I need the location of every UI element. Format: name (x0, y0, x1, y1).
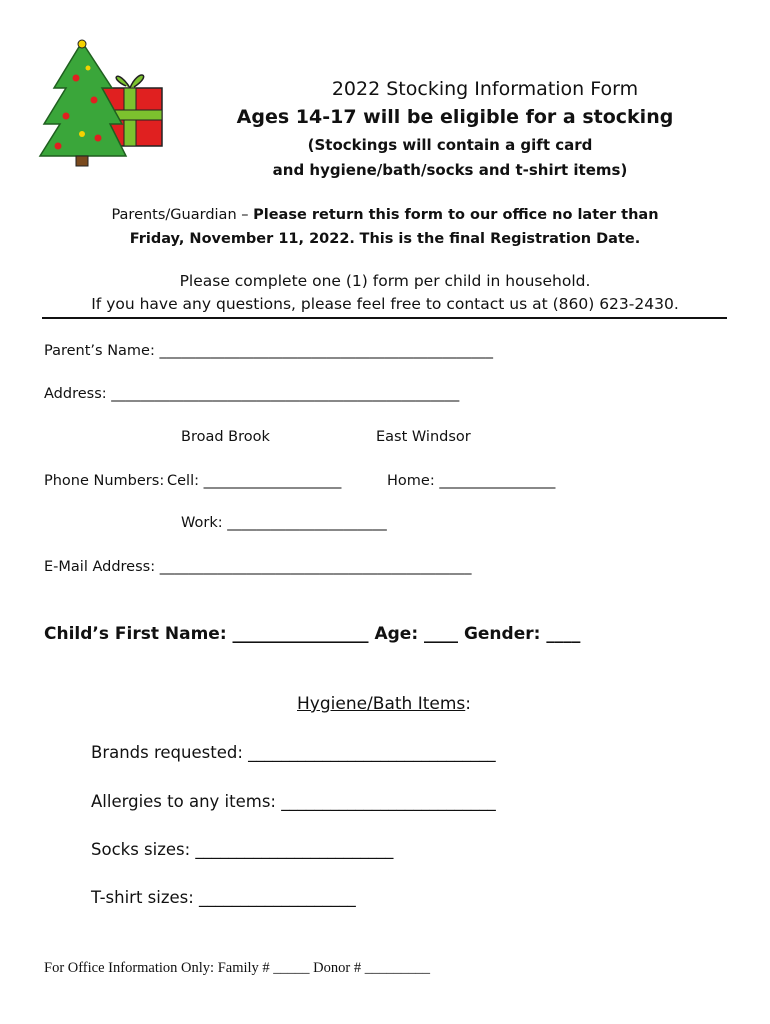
socks-sizes-field[interactable]: Socks sizes: ________________________ (91, 840, 394, 859)
phone-numbers-label: Phone Numbers: (44, 473, 165, 489)
christmas-tree-gift-icon (38, 38, 168, 168)
town-option-broad-brook: Broad Brook (181, 429, 270, 445)
cell-phone-field[interactable]: Cell: ___________________ (167, 473, 342, 489)
notice-date: Friday, November 11, 2022. (129, 231, 355, 247)
return-notice-line-2 (0, 231, 770, 247)
home-phone-field[interactable]: Home: ________________ (387, 473, 556, 489)
child-info-field[interactable]: Child’s First Name: ________________ Age: ____ Gender: ____ (44, 624, 581, 644)
stocking-contents-line-2: and hygiene/bath/socks and t-shirt items) (272, 161, 628, 179)
form-title: 2022 Stocking Information Form (331, 78, 639, 100)
instruction-line-1: Please complete one (1) form per child in household. (179, 272, 591, 290)
hygiene-heading-text: Hygiene/Bath Items (297, 694, 466, 714)
address-field[interactable]: Address: ________________________________________________ (44, 386, 460, 402)
header-divider (42, 317, 727, 319)
parent-name-field[interactable]: Parent’s Name: ______________________________________________ (44, 343, 493, 359)
notice-final-date-text: This is the final Registration Date. (359, 231, 641, 247)
notice-prefix: Parents/Guardian – (111, 207, 249, 223)
eligibility-heading: Ages 14-17 will be eligible for a stocking (236, 106, 674, 128)
allergies-field[interactable]: Allergies to any items: __________________________ (91, 792, 496, 811)
hygiene-heading (297, 694, 471, 714)
stocking-contents-line-1: (Stockings will contain a gift card (307, 136, 593, 154)
office-use-line: For Office Information Only: Family # _____ Donor # _________ (44, 960, 430, 976)
notice-deadline-text: Please return this form to our office no later than (253, 207, 659, 223)
return-notice-line-1 (0, 207, 770, 223)
hygiene-heading-colon: : (465, 694, 471, 714)
email-field[interactable]: E-Mail Address: ___________________________________________ (44, 559, 472, 575)
tshirt-sizes-field[interactable]: T-shirt sizes: ___________________ (91, 888, 356, 907)
work-phone-field[interactable]: Work: ______________________ (181, 515, 387, 531)
town-option-east-windsor: East Windsor (376, 429, 471, 445)
instruction-line-2: If you have any questions, please feel free to contact us at (860) 623-2430. (91, 295, 679, 313)
brands-requested-field[interactable]: Brands requested: ______________________________ (91, 743, 496, 762)
